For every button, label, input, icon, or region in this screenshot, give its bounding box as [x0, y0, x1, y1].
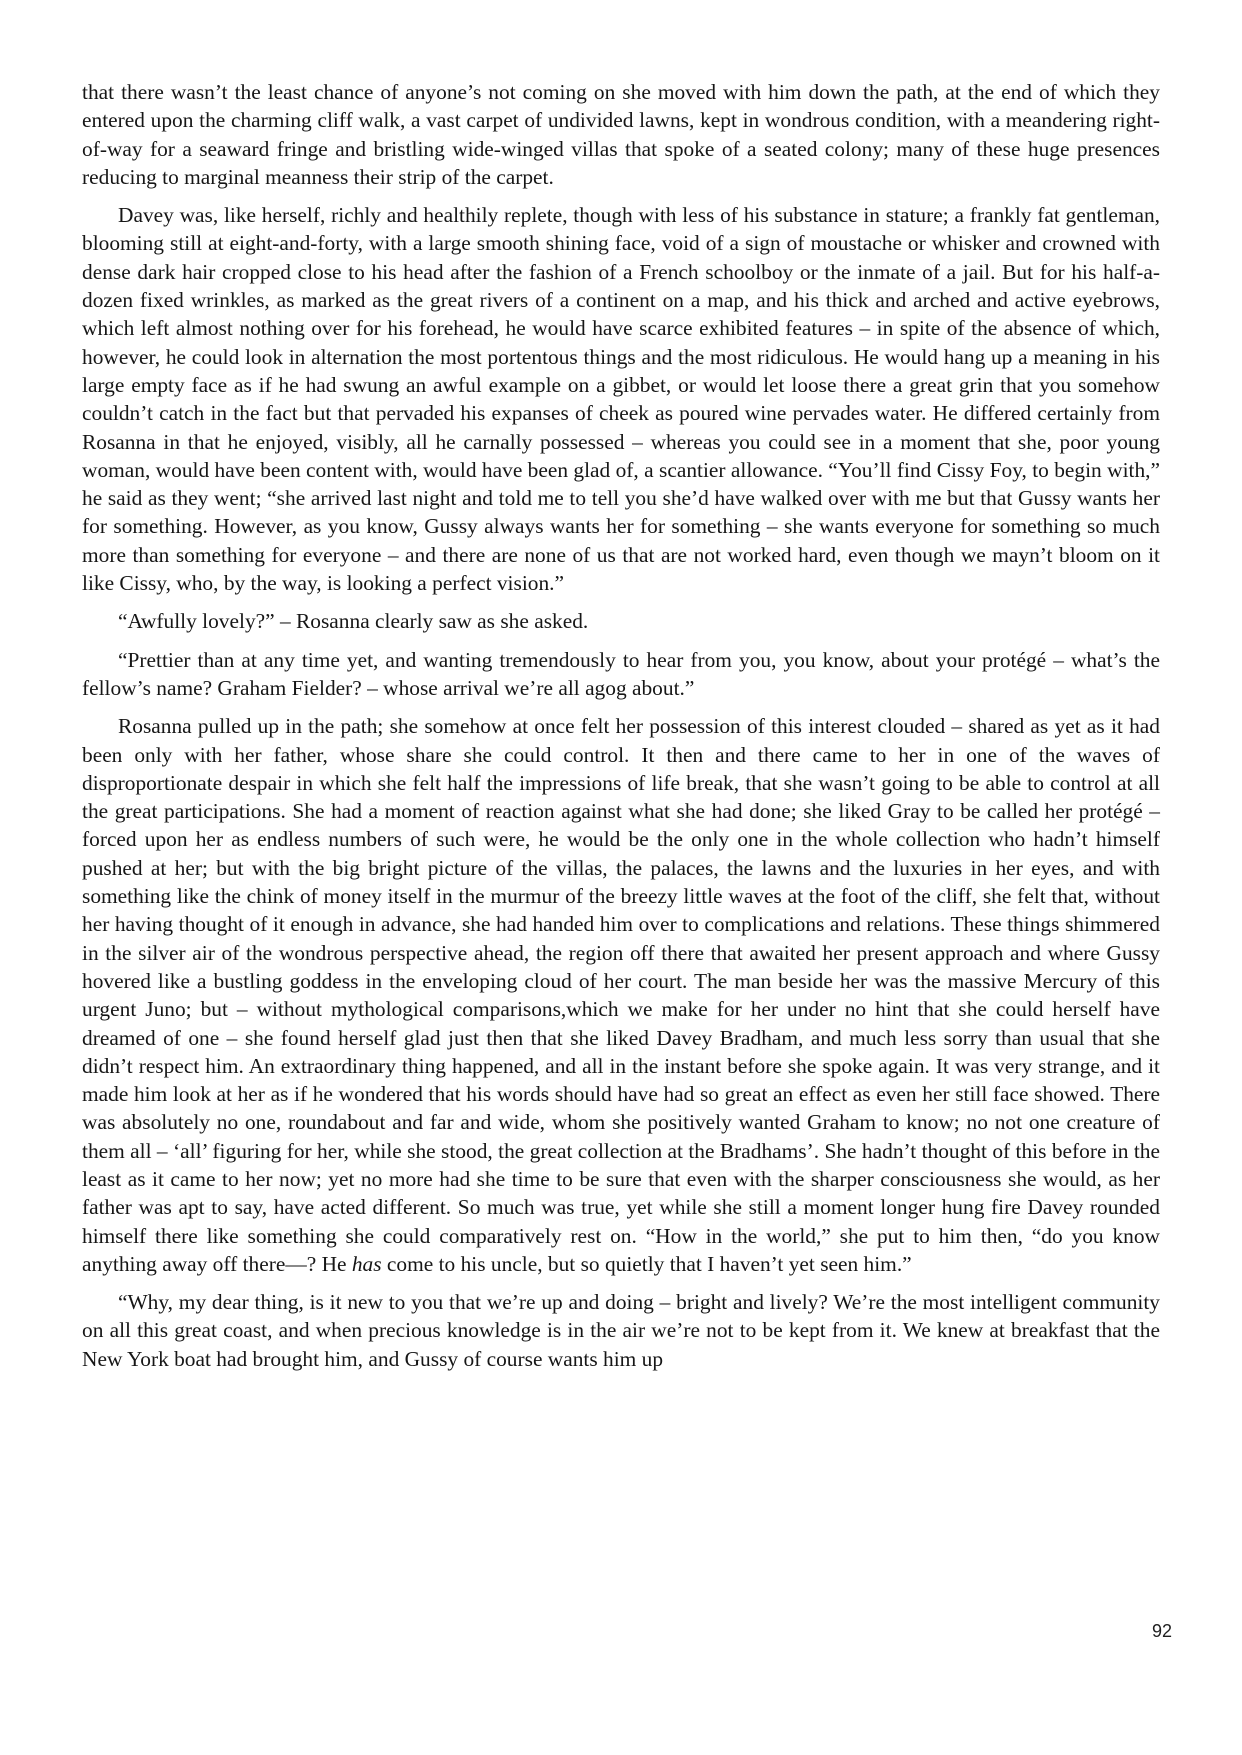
text-run: that there wasn’t the least chance of anyone’s not coming on she moved with him down the path, at the end of which they entered upon the charming cliff walk, a vast carpet of undivided lawns, kept in wondrous condition, with a meandering right-of-way for a seaward fringe and bristling wide-winged villas that spoke of a seated colony; many of these huge presences reducing to marginal meanness their strip of the carpet. [82, 80, 1160, 189]
page-number: 92 [1151, 1621, 1172, 1641]
paragraph [82, 201, 1160, 597]
text-run: Davey was, like herself, richly and healthily replete, though with less of his substance in stature; a frankly fat gentleman, blooming still at eight-and-forty, with a large smooth shining face, void of a sign of moustache or whisker and crowned with dense dark hair cropped close to his head after the fashion of a French schoolboy or the inmate of a jail. But for his half-a-dozen fixed wrinkles, as marked as the great rivers of a continent on a map, and his thick and arched and active eyebrows, which left almost nothing over for his forehead, he would have scarce exhibited features – in spite of the absence of which, however, he could look in alternation the most portentous things and the most ridiculous. He would hang up a meaning in his large empty face as if he had swung an awful example on a gibbet, or would let loose there a great grin that you somehow couldn’t catch in the fact but that pervaded his expanses of cheek as poured wine pervades water. He differed certainly from Rosanna in that he enjoyed, visibly, all he carnally possessed – whereas you could see in a moment that she, poor young woman, would have been content with, would have been glad of, a scantier allowance. “You’ll find Cissy Foy, to begin with,” he said as they went; “she arrived last night and told me to tell you she’d have walked over with me but that Gussy wants her for something. However, as you know, Gussy always wants her for something – she wants everyone for something so much more than something for everyone – and there are none of us that are not worked hard, even though we mayn’t bloom on it like Cissy, who, by the way, is looking a perfect vision.” [82, 203, 1160, 596]
text-run: come to his uncle, but so quietly that I haven’t yet seen him.” [381, 1251, 912, 1276]
paragraph [82, 1288, 1160, 1373]
paragraph [82, 646, 1160, 703]
italic-text: has [351, 1251, 382, 1276]
text-run: “Awfully lovely?” – Rosanna clearly saw as she asked. [118, 609, 589, 634]
text-run: Rosanna pulled up in the path; she somehow at once felt her possession of this interest clouded – shared as yet as it had been only with her father, whose share she could control. It then and there came to her in one of the waves of disproportionate despair in which she felt half the impressions of life break, that she wasn’t going to be able to control at all the great participations. She had a moment of reaction against what she had done; she liked Gray to be called her protégé – forced upon her as endless numbers of such were, he would be the only one in the whole collection who hadn’t himself pushed at her; but with the big bright picture of the villas, the palaces, the lawns and the luxuries in her eyes, and with something like the chink of money itself in the murmur of the breezy little waves at the foot of the cliff, she felt that, without her having thought of it enough in advance, she had handed him over to complications and relations. These things shimmered in the silver air of the wondrous perspective ahead, the region off there that awaited her present approach and where Gussy hovered like a bustling goddess in the enveloping cloud of her court. The man beside her was the massive Mercury of this urgent Juno; but – without mythological comparisons,which we make for her under no hint that she could herself have dreamed of one – she found herself glad just then that she liked Davey Bradham, and much less sorry than usual that she didn’t respect him. An extraordinary thing happened, and all in the instant before she spoke again. It was very strange, and it made him look at her as if he wondered that his words should have had so great an effect as even her still face showed. There was absolutely no one, roundabout and far and wide, whom she positively wanted Graham to know; no not one creature of them all – ‘all’ figuring for her, while she stood, the great collection at the Bradhams’. She hadn’t thought of this before in the least as it came to her now; yet no more had she time to be sure that even with the sharper consciousness she would, as her father was apt to say, have acted different. So much was true, yet while she still a moment longer hung fire Davey rounded himself there like something she could comparatively rest on. “How in the world,” she put to him then, “do you know anything away off there—? He [82, 714, 1160, 1276]
paragraph [82, 712, 1160, 1278]
page-body [82, 78, 1160, 1383]
text-run: “Why, my dear thing, is it new to you that we’re up and doing – bright and lively? We’re the most intelligent community on all this great coast, and when precious knowledge is in the air we’re not to be kept from it. We knew at breakfast that the New York boat had brought him, and Gussy of course wants him up [82, 1290, 1160, 1371]
text-run: “Prettier than at any time yet, and wanting tremendously to hear from you, you know, about your protégé – what’s the fellow’s name? Graham Fielder? – whose arrival we’re all agog about.” [82, 647, 1160, 700]
paragraph [82, 78, 1160, 191]
paragraph [82, 607, 1160, 635]
